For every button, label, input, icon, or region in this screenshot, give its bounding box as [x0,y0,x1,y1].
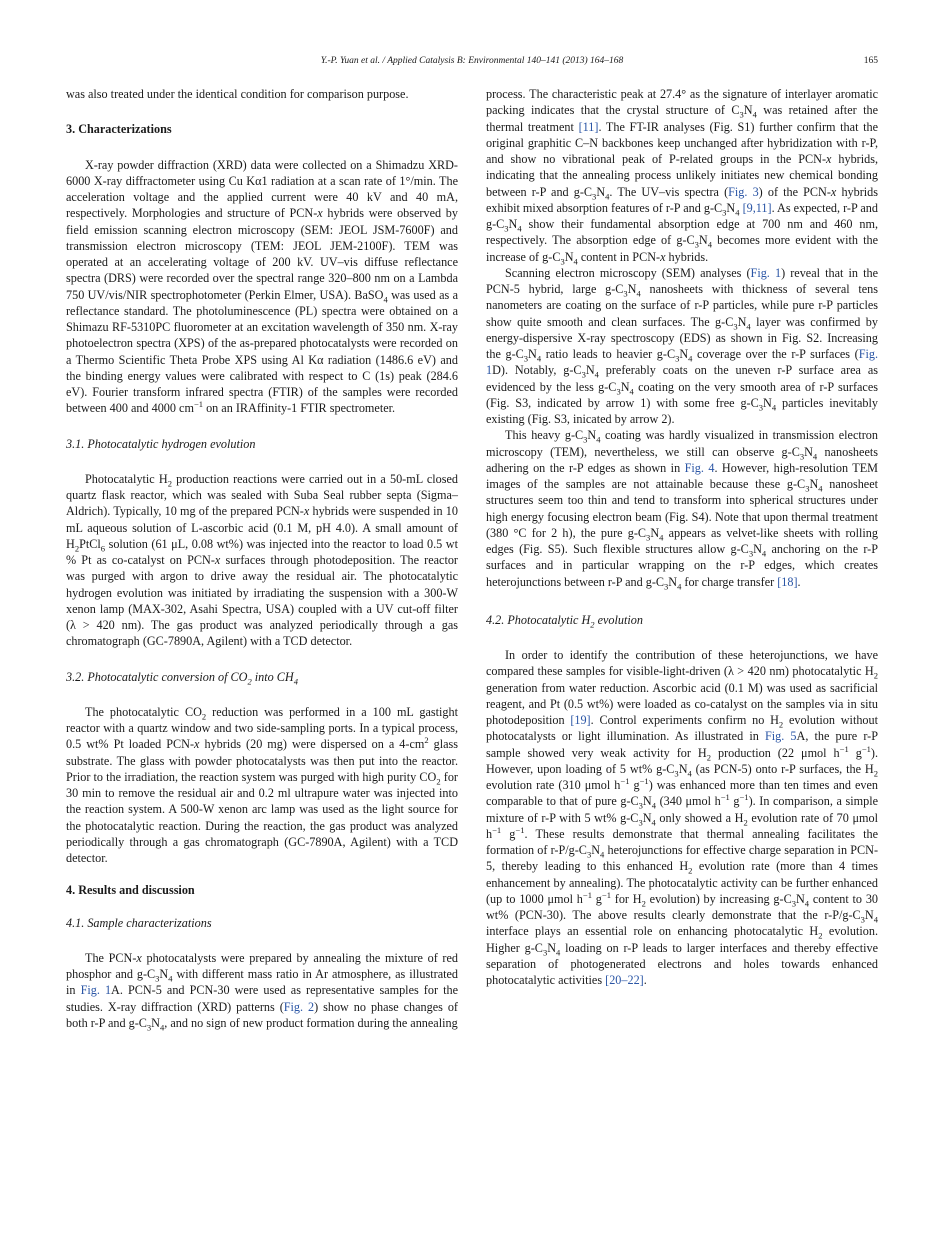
section-heading: 4. Results and discussion [66,883,195,898]
paragraph: This heavy $g-C_3N_4$ coating was hardly visualized in transmission electron microscopy (TEM), nevertheless, we still can observe $g-C_3N_4$ nanosheets adhering on the r-P edges as shown in Fig. 4. However, high-resolution TEM images of the samples are not attainable because these $g-C_3N_4$ nanosheet structures seem too thin and tend to transform into spherical structures under high energy focusing electron beam (Fig. S4). Note that upon thermal treatment (380 °C for 2 h), the pure $g-C_3N_4$ appears as velvet-like sheets with rolling edges (Fig. S5). Such flexible structures allow $g-C_3N_4$ anchoring on the r-P surfaces and in particular wrapping on the r-P edges, which creates heterojunctions between r-P and $g-C_3N_4$ for charge transfer [18]. [486,428,879,591]
figure-link[interactable]: Fig. 1 [80,983,112,998]
figure-link[interactable]: Fig. 3 [728,184,759,199]
paragraph: X-ray powder diffraction (XRD) data were collected on a Shimadzu XRD-6000 X-ray diffractometer using Cu Kα1 radiation at a scan rate of 1°/min. The acceleration voltage and the applied current were 40 kV and 40 mA, respectively. Morphologies and structure of PCN-x hybrids were observed by field emission scanning electron microscopy (SEM: JEOL JSM-7600F) and transmission electron microscopy (TEM: JEOL JEM-2100F). TEM was operated at an accelerating voltage of 200 kV. UV–vis diffuse reflectance spectra (DRS) were recorded over the spectral range 320–800 nm on a Lambda 750 UV/vis/NIR spectrophotometer (Perkin Elmer, USA). BaSO$_4$ was used as a reflectance standard. The photoluminescence (PL) spectra were obtained on a Shimazu RF-5310PC fluorometer at an excitation wavelength of 350 nm. X-ray photoelectron spectra (XPS) of the as-prepared photocatalysts were recorded on a Thermo Scientific Theta Probe XPS using Al Kα radiation (1486.6 eV) and the binding energy values were calibrated with respect to C (1s) peak (284.6 eV). Fourier transform infrared spectra (FTIR) of the samples were recorded between 400 and 4000 $cm^{-1}$ on an IRAffinity-1 FTIR spectrometer. [66,157,458,416]
subsection-heading: 4.1. Sample characterizations [66,915,212,930]
citation-link[interactable]: [9,11] [742,200,772,215]
paragraph: In order to identify the contribution of these heterojunctions, we have compared these samples for visible-light-driven (λ > 420 nm) photocatalytic $H_2$ generation from water reduction. Ascorbic acid (0.1 M) was used as sacrificial reagent, and Pt (0.5 wt%) were loaded as co-catalyst on the samples via in situ photodeposition [19]. Control experiments confirm no $H_2$ evolution without photocatalysts or light illumination. As illustrated in Fig. 5A, the pure r-P sample showed very weak activity for $H_2$ production (22 μmol $h^{-1}$ $g^{-1}$). However, upon loading of 5 wt% $g-C_3N_4$ (as PCN-5) onto r-P surfaces, the $H_2$ evolution rate (310 μmol $h^{-1}$ $g^{-1}$) was enhanced more than ten times and even comparable to that of pure $g-C_3N_4$ (340 μmol $h^{-1}$ $g^{-1}$). In comparison, a simple mixture of r-P with 5 wt% $g-C_3N_4$ only showed a $H_2$ evolution rate of 70 μmol $h^{-1}$ $g^{-1}$. These results demonstrate that thermal annealing facilitates the formation of $r-P/g-C_3N_4$ heterojunctions for effective charge separation in PCN-5, thereby leading to this enhanced $H_2$ evolution rate (more than 4 times enhancement by annealing). The photocatalytic activity can be further enhanced (up to 1000 μmol $h^{-1}$ $g^{-1}$ for $H_2$ evolution) by increasing $g-C_3N_4$ content to 30 wt% (PCN-30). The above results clearly demonstrate that the $r-P/g-C_3N_4$ interface plays an essential role on enhancing photocatalytic $H_2$ evolution. Higher $g-C_3N_4$ loading on r-P leads to larger interfaces and thereby effective separation of photogenerated electrons and holes towards enhanced photocatalytic activities [20–22]. [486,648,879,987]
subsection-heading: 3.1. Photocatalytic hydrogen evolution [66,436,256,451]
paragraph: The photocatalytic $CO_2$ reduction was performed in a 100 mL gastight reactor with a quartz window and two side-sampling ports. In a typical process, 0.5 wt% Pt loaded PCN-x hybrids (20 mg) were dispersed on a $4-cm^2$ glass substrate. The glass with powder photocatalysts was then put into the reactor. Prior to the irradiation, the reaction system was purged with high purity $CO_2$ for 30 min to remove the residual air and 0.2 ml ultrapure water was injected into the reaction system. A 500-W xenon arc lamp was used as the light source for the photocatalytic reaction. During the reaction, the gas product was analyzed periodically through a gas chromatograph (GC-7890A, Agilent) with a TCD detector. [66,704,458,865]
subsection-heading: 4.2. Photocatalytic $H_2$ evolution [486,612,643,630]
paragraph: process. The characteristic peak at 27.4° as the signature of interlayer aromatic packing indicates that the crystal structure of $C_3N_4$ was retained after the thermal treatment [11]. The FT-IR analyses (Fig. S1) further confirm that the original graphitic C–N backbones keep unchanged after hybridization with r-P, and show no vibrational peak of P-related groups in the PCN-x hybrids, indicating that the annealing process unlikely initiates new chemical bonding between r-P and $g-C_3N_4$. The UV–vis spectra (Fig. 3) of the PCN-x hybrids exhibit mixed absorption features of r-P and $g-C_3N_4$ [9,11]. As expected, r-P and $g-C_3N_4$ show their fundamental absorption edge at 700 nm and 460 nm, respectively. The absorption edge of $g-C_3N_4$ becomes more evident with the increase of $g-C_3N_4$ content in PCN-x hybrids. [486,87,879,266]
citation-link[interactable]: [11] [578,119,599,134]
page-number: 165 [863,56,878,66]
left-column [66,86,458,1031]
journal-citation: Y.-P. Yuan et al. / Applied Catalysis B: Environmental 140–141 (2013) 164–168 [320,56,624,66]
subsection-heading-text: 4.2. Photocatalytic H [486,612,591,627]
paragraph: Scanning electron microscopy (SEM) analyses (Fig. 1) reveal that in the PCN-5 hybrid, large $g-C_3N_4$ nanosheets with thickness of several tens nanometers are coating on the surface of r-P particles, while pure r-P particles show quite smooth and clean surfaces. The $g-C_3N_4$ layer was confirmed by energy-dispersive X-ray spectroscopy (EDS) as shown in Fig. S2. Increasing the $g-C_3N_4$ ratio leads to heavier $g-C_3N_4$ coverage over the r-P surfaces (Fig. 1D). Notably, $g-C_3N_4$ preferably coats on the uneven r-P surface area as evidenced by the less $g-C_3N_4$ coating on the very smooth area of r-P surfaces (Fig. S3, indicated by arrow 1) with some free $g-C_3N_4$ particles inevitably existing (Fig. S3, inicated by arrow 2). [486,265,878,426]
figure-link[interactable]: Fig. 1 [486,347,878,378]
citation-link[interactable]: [20–22] [605,973,644,987]
citation-link[interactable]: [18] [777,574,798,589]
running-head [66,56,878,70]
figure-link[interactable]: Fig. 1 [750,265,782,280]
paragraph: Photocatalytic $H_2$ production reactions were carried out in a 50-mL closed quartz flask reactor, which was sealed with Suba Seal rubber septa (Sigma–Aldrich). Typically, 10 mg of the prepared PCN-x hybrids were suspended in 10 mL aqueous solution of L-ascorbic acid (0.1 M, pH 4.0). A small amount of $H_2PtCl_6$ solution (61 μL, 0.08 wt%) was injected into the reactor to load 0.5 wt % Pt as co-catalyst on PCN-x surfaces through photodeposition. The reactor was purged with argon to drive away the residual air. The photocatalytic hydrogen evolution was initiated by irradiating the suspension with a 300-W xenon lamp (MAX-302, Asahi Spectra, USA) coupled with a UV cut-off filter (λ > 420 nm). The gas product was analyzed periodically through a gas chromatograph (GC-7890A, Agilent) with a TCD detector. [66,471,458,649]
paragraph: The PCN-x photocatalysts were prepared by annealing the mixture of red phosphor and $g-C_3N_4$ with different mass ratio in Ar atmosphere, as illustrated in Fig. 1A. PCN-5 and PCN-30 were used as representative samples for the studies. X-ray diffraction (XRD) patterns (Fig. 2) show no phase changes of both r-P and $g-C_3N_4$, and no sign of new product formation during the annealing [66,950,458,1033]
figure-link[interactable]: Fig. 5 [764,729,797,744]
citation-link[interactable]: [19] [570,713,591,727]
subsection-heading-text: 3.2. Photocatalytic conversion of CO [66,669,248,684]
right-column [486,86,878,988]
figure-link[interactable]: Fig. 2 [283,999,315,1014]
figure-link[interactable]: Fig. 4 [684,460,715,475]
section-heading: 3. Characterizations [66,122,172,137]
paragraph: was also treated under the identical condition for comparison purpose. [66,87,409,101]
subsection-heading: 3.2. Photocatalytic conversion of $CO_2$ into $CH_4$ [66,669,298,686]
